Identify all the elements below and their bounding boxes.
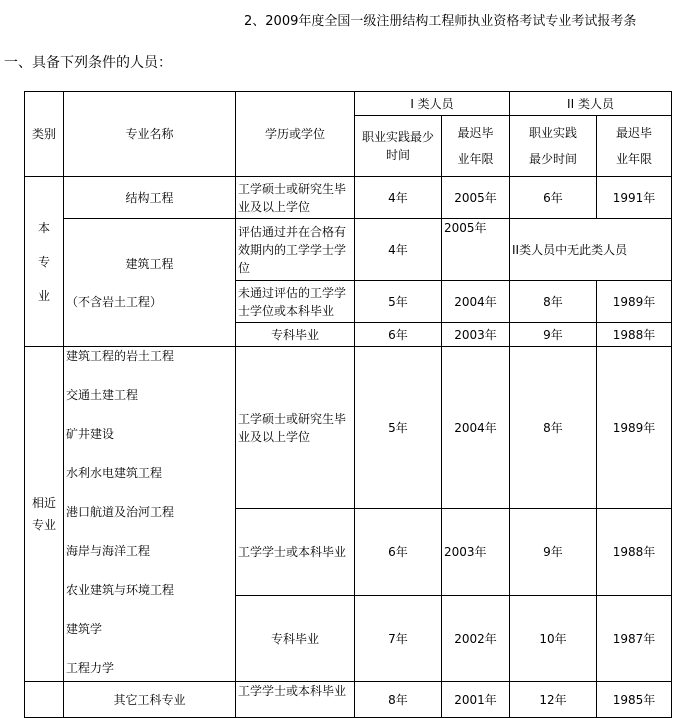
major-structural: 结构工程 [64,177,236,219]
degree-cell: 专科毕业 [236,323,355,347]
header-major: 专业名称 [64,92,236,177]
practice-years: 10年 [510,596,597,682]
section-heading: 一、具备下列条件的人员： [4,55,172,71]
practice-years: 7年 [355,596,442,682]
grad-year: 1988年 [597,323,672,347]
practice-years: 5年 [355,281,442,323]
grad-year: 2002年 [442,596,510,682]
requirements-table [24,91,672,718]
practice-years: 9年 [510,323,597,347]
degree-cell: 未通过评估的工学学 士学位或本科毕业 [236,281,355,323]
practice-years: 6年 [355,509,442,596]
header-c2-grad: 最迟毕 业年限 [597,116,672,177]
header-category: 类别 [25,92,64,177]
degree-cell: 专科毕业 [236,596,355,682]
practice-years: 4年 [355,177,442,219]
grad-year: 2003年 [442,323,510,347]
related-major: 水利水电建筑工程 [66,466,163,480]
related-major: 港口航道及治河工程 [66,505,175,519]
header-class2: II 类人员 [510,92,672,116]
practice-years: 8年 [510,347,597,509]
grad-year: 1988年 [597,509,672,596]
document-title: 2、2009年度全国一级注册结构工程师执业资格考试专业考试报考条 [244,14,637,29]
degree-cell: 评估通过并在合格有 效期内的工学学士学 位 [236,219,355,281]
grad-year: 1987年 [597,596,672,682]
grad-year: 2004年 [442,281,510,323]
grad-year: 2001年 [442,682,510,718]
grad-year: 2005年 [442,219,510,281]
related-major: 建筑学 [66,622,103,636]
grad-year: 2003年 [442,509,510,596]
header-c1-practice: 职业实践最少 时间 [355,116,442,177]
degree-cell: 工学学士或本科毕业 [236,509,355,596]
category-related: 相近 专业 [25,347,64,682]
grad-year: 2004年 [442,347,510,509]
header-class1: I 类人员 [355,92,510,116]
degree-cell: 工学学士或本科毕业 [236,682,355,718]
major-building: 建筑工程 （不含岩土工程） [64,219,236,347]
grad-year: 1991年 [597,177,672,219]
category-other [25,682,64,718]
practice-years: 8年 [355,682,442,718]
grad-year: 1985年 [597,682,672,718]
practice-years: 6年 [510,177,597,219]
major-other: 其它工科专业 [64,682,236,718]
category-benzhuanye: 本 专 业 [25,177,64,347]
related-major: 海岸与海洋工程 [66,544,151,558]
related-major: 建筑工程的岩土工程 [66,349,175,363]
grad-year: 1989年 [597,347,672,509]
related-major: 交通土建工程 [66,388,139,402]
grad-year: 2005年 [442,177,510,219]
header-c1-grad: 最迟毕 业年限 [442,116,510,177]
header-c2-practice: 职业实践 最少时间 [510,116,597,177]
practice-years: 9年 [510,509,597,596]
practice-years: 6年 [355,323,442,347]
degree-cell: 工学硕士或研究生毕 业及以上学位 [236,177,355,219]
header-degree: 学历或学位 [236,92,355,177]
no-class2-note: II类人员中无此类人员 [510,219,672,281]
related-major: 农业建筑与环境工程 [66,583,175,597]
grad-year: 1989年 [597,281,672,323]
practice-years: 4年 [355,219,442,281]
related-major: 工程力学 [66,661,115,675]
degree-cell: 工学硕士或研究生毕 业及以上学位 [236,347,355,509]
practice-years: 12年 [510,682,597,718]
related-major: 矿井建设 [66,427,115,441]
practice-years: 5年 [355,347,442,509]
related-majors [64,347,236,682]
practice-years: 8年 [510,281,597,323]
